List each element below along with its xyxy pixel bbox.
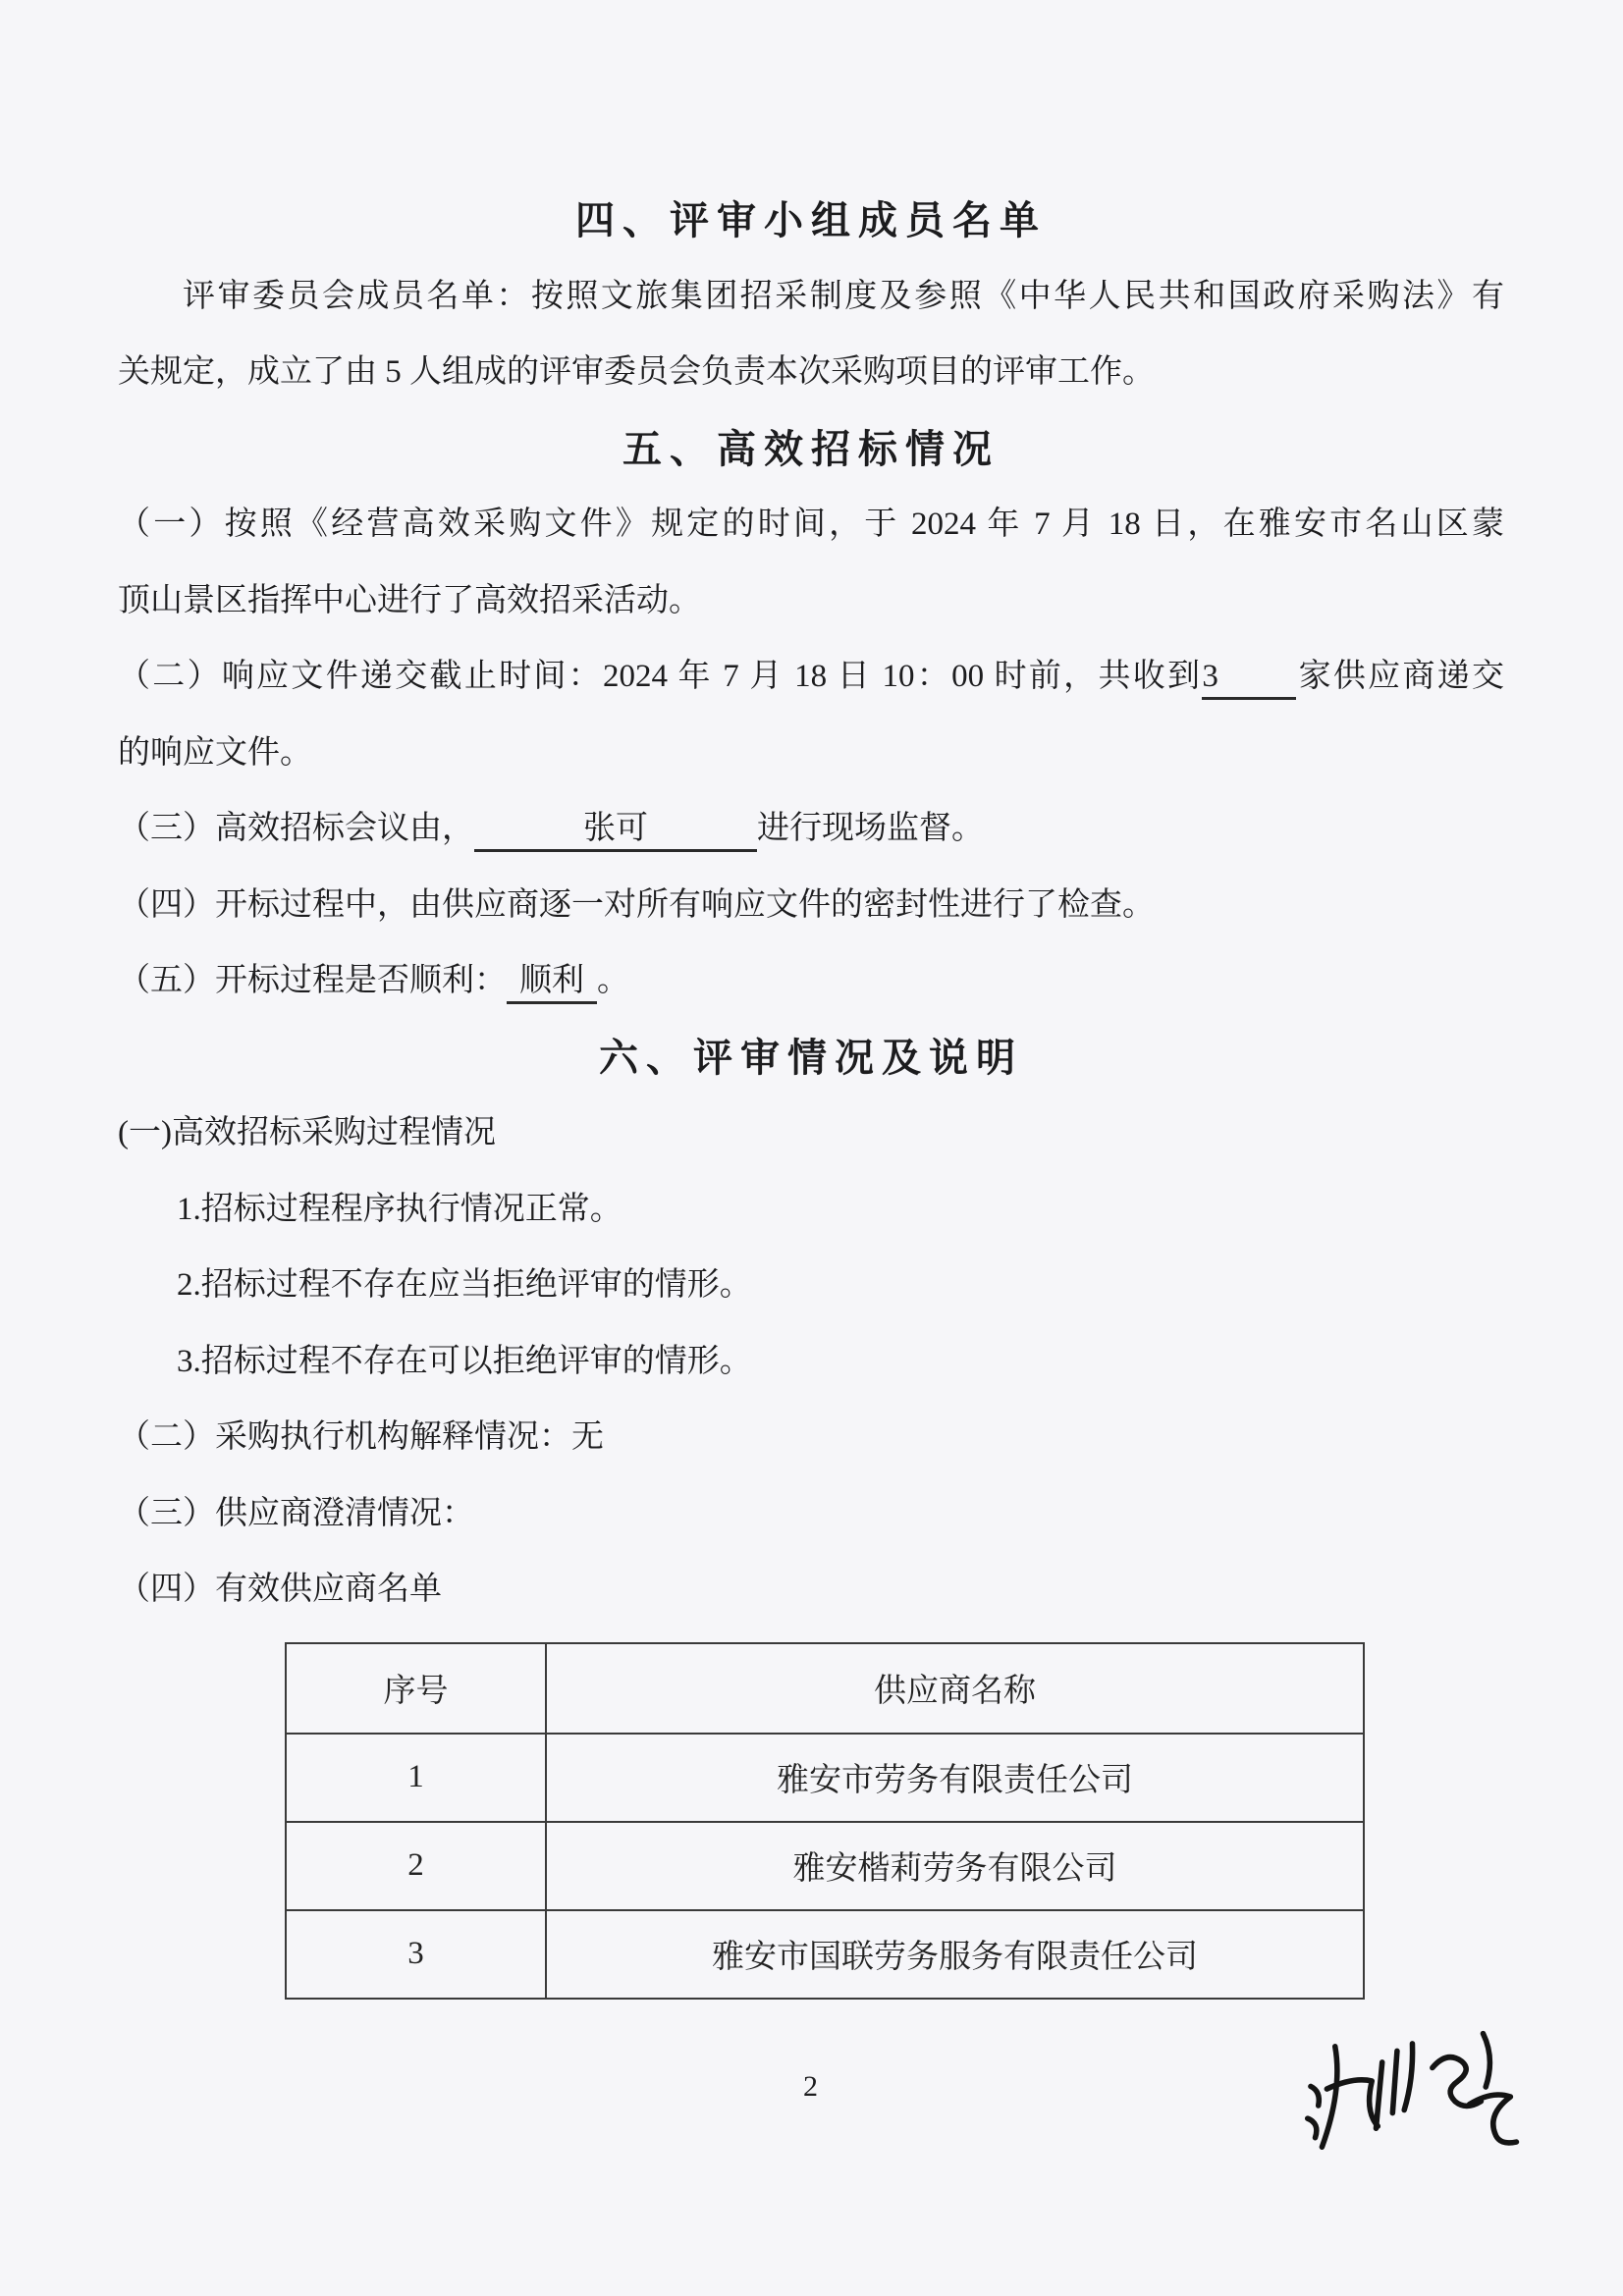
row1-serial: 1 — [286, 1734, 546, 1822]
table-row — [286, 1734, 1364, 1822]
section6-item2: （二）采购执行机构解释情况：无 — [118, 1419, 604, 1455]
section5-item3-prefix: （三）高效招标会议由， — [118, 811, 474, 846]
section5-item1-line1: （一）按照《经营高效采购文件》规定的时间，于 2024 年 7 月 18 日，在雅安市名山区蒙 — [118, 507, 1504, 542]
page-number: 2 — [803, 2069, 819, 2103]
section5-item5 — [118, 943, 1504, 1020]
section4-paragraph-line2: 关规定，成立了由 5 人组成的评审委员会负责本次采购项目的评审工作。 — [118, 354, 1155, 390]
section5-heading: 五、高效招标情况 — [622, 426, 1000, 471]
row2-serial: 2 — [286, 1822, 546, 1910]
section5-item1-line2: 顶山景区指挥中心进行了高效招采活动。 — [118, 582, 701, 618]
row3-supplier-name: 雅安市国联劳务服务有限责任公司 — [546, 1910, 1364, 1999]
section6-item3: （三）供应商澄清情况： — [118, 1495, 474, 1531]
section5-item2-suffix: 家供应商递交 — [1296, 659, 1505, 694]
header-serial-number: 序号 — [286, 1643, 546, 1734]
header-supplier-name: 供应商名称 — [546, 1643, 1364, 1734]
supplier-table-header-row — [286, 1643, 1364, 1734]
section5-item2-prefix: （二）响应文件递交截止时间：2024 年 7 月 18 日 10：00 时前，共收到 — [118, 659, 1203, 694]
row1-supplier-name: 雅安市劳务有限责任公司 — [546, 1734, 1364, 1822]
section4-paragraph-line1: 评审委员会成员名单：按照文旅集团招采制度及参照《中华人民共和国政府采购法》有 — [183, 278, 1504, 314]
section5-item3-suffix: 进行现场监督。 — [757, 811, 984, 846]
supervisor-name-blank: 张可 — [474, 810, 757, 852]
table-row — [286, 1822, 1364, 1910]
section5-item2-line1 — [118, 639, 1504, 716]
table-row — [286, 1910, 1364, 1999]
section4-heading: 四、评审小组成员名单 — [575, 198, 1047, 242]
section6-item1: (一)高效招标采购过程情况 — [118, 1115, 496, 1150]
row2-supplier-name: 雅安楷莉劳务有限公司 — [546, 1822, 1364, 1910]
section6-sub1: 1.招标过程程序执行情况正常。 — [177, 1191, 622, 1227]
document-content — [118, 183, 1504, 2104]
handwritten-signature-icon — [1288, 2014, 1528, 2177]
section5-item2-line2: 的响应文件。 — [118, 734, 312, 771]
supplier-table — [285, 1642, 1365, 2000]
process-status-blank: 顺利 — [507, 962, 597, 1004]
supplier-count-blank: 3 — [1202, 658, 1296, 700]
row3-serial: 3 — [286, 1910, 546, 1999]
section5-item5-prefix: （五）开标过程是否顺利： — [118, 963, 507, 998]
section5-item5-suffix: 。 — [597, 963, 629, 998]
section6-sub3: 3.招标过程不存在可以拒绝评审的情形。 — [177, 1343, 752, 1379]
section6-sub2: 2.招标过程不存在应当拒绝评审的情形。 — [177, 1267, 752, 1303]
section5-item3 — [118, 791, 1504, 868]
section6-item4: （四）有效供应商名单 — [118, 1572, 442, 1607]
section5-item4: （四）开标过程中，由供应商逐一对所有响应文件的密封性进行了检查。 — [118, 886, 1155, 923]
section6-heading: 六、评审情况及说明 — [599, 1035, 1023, 1080]
